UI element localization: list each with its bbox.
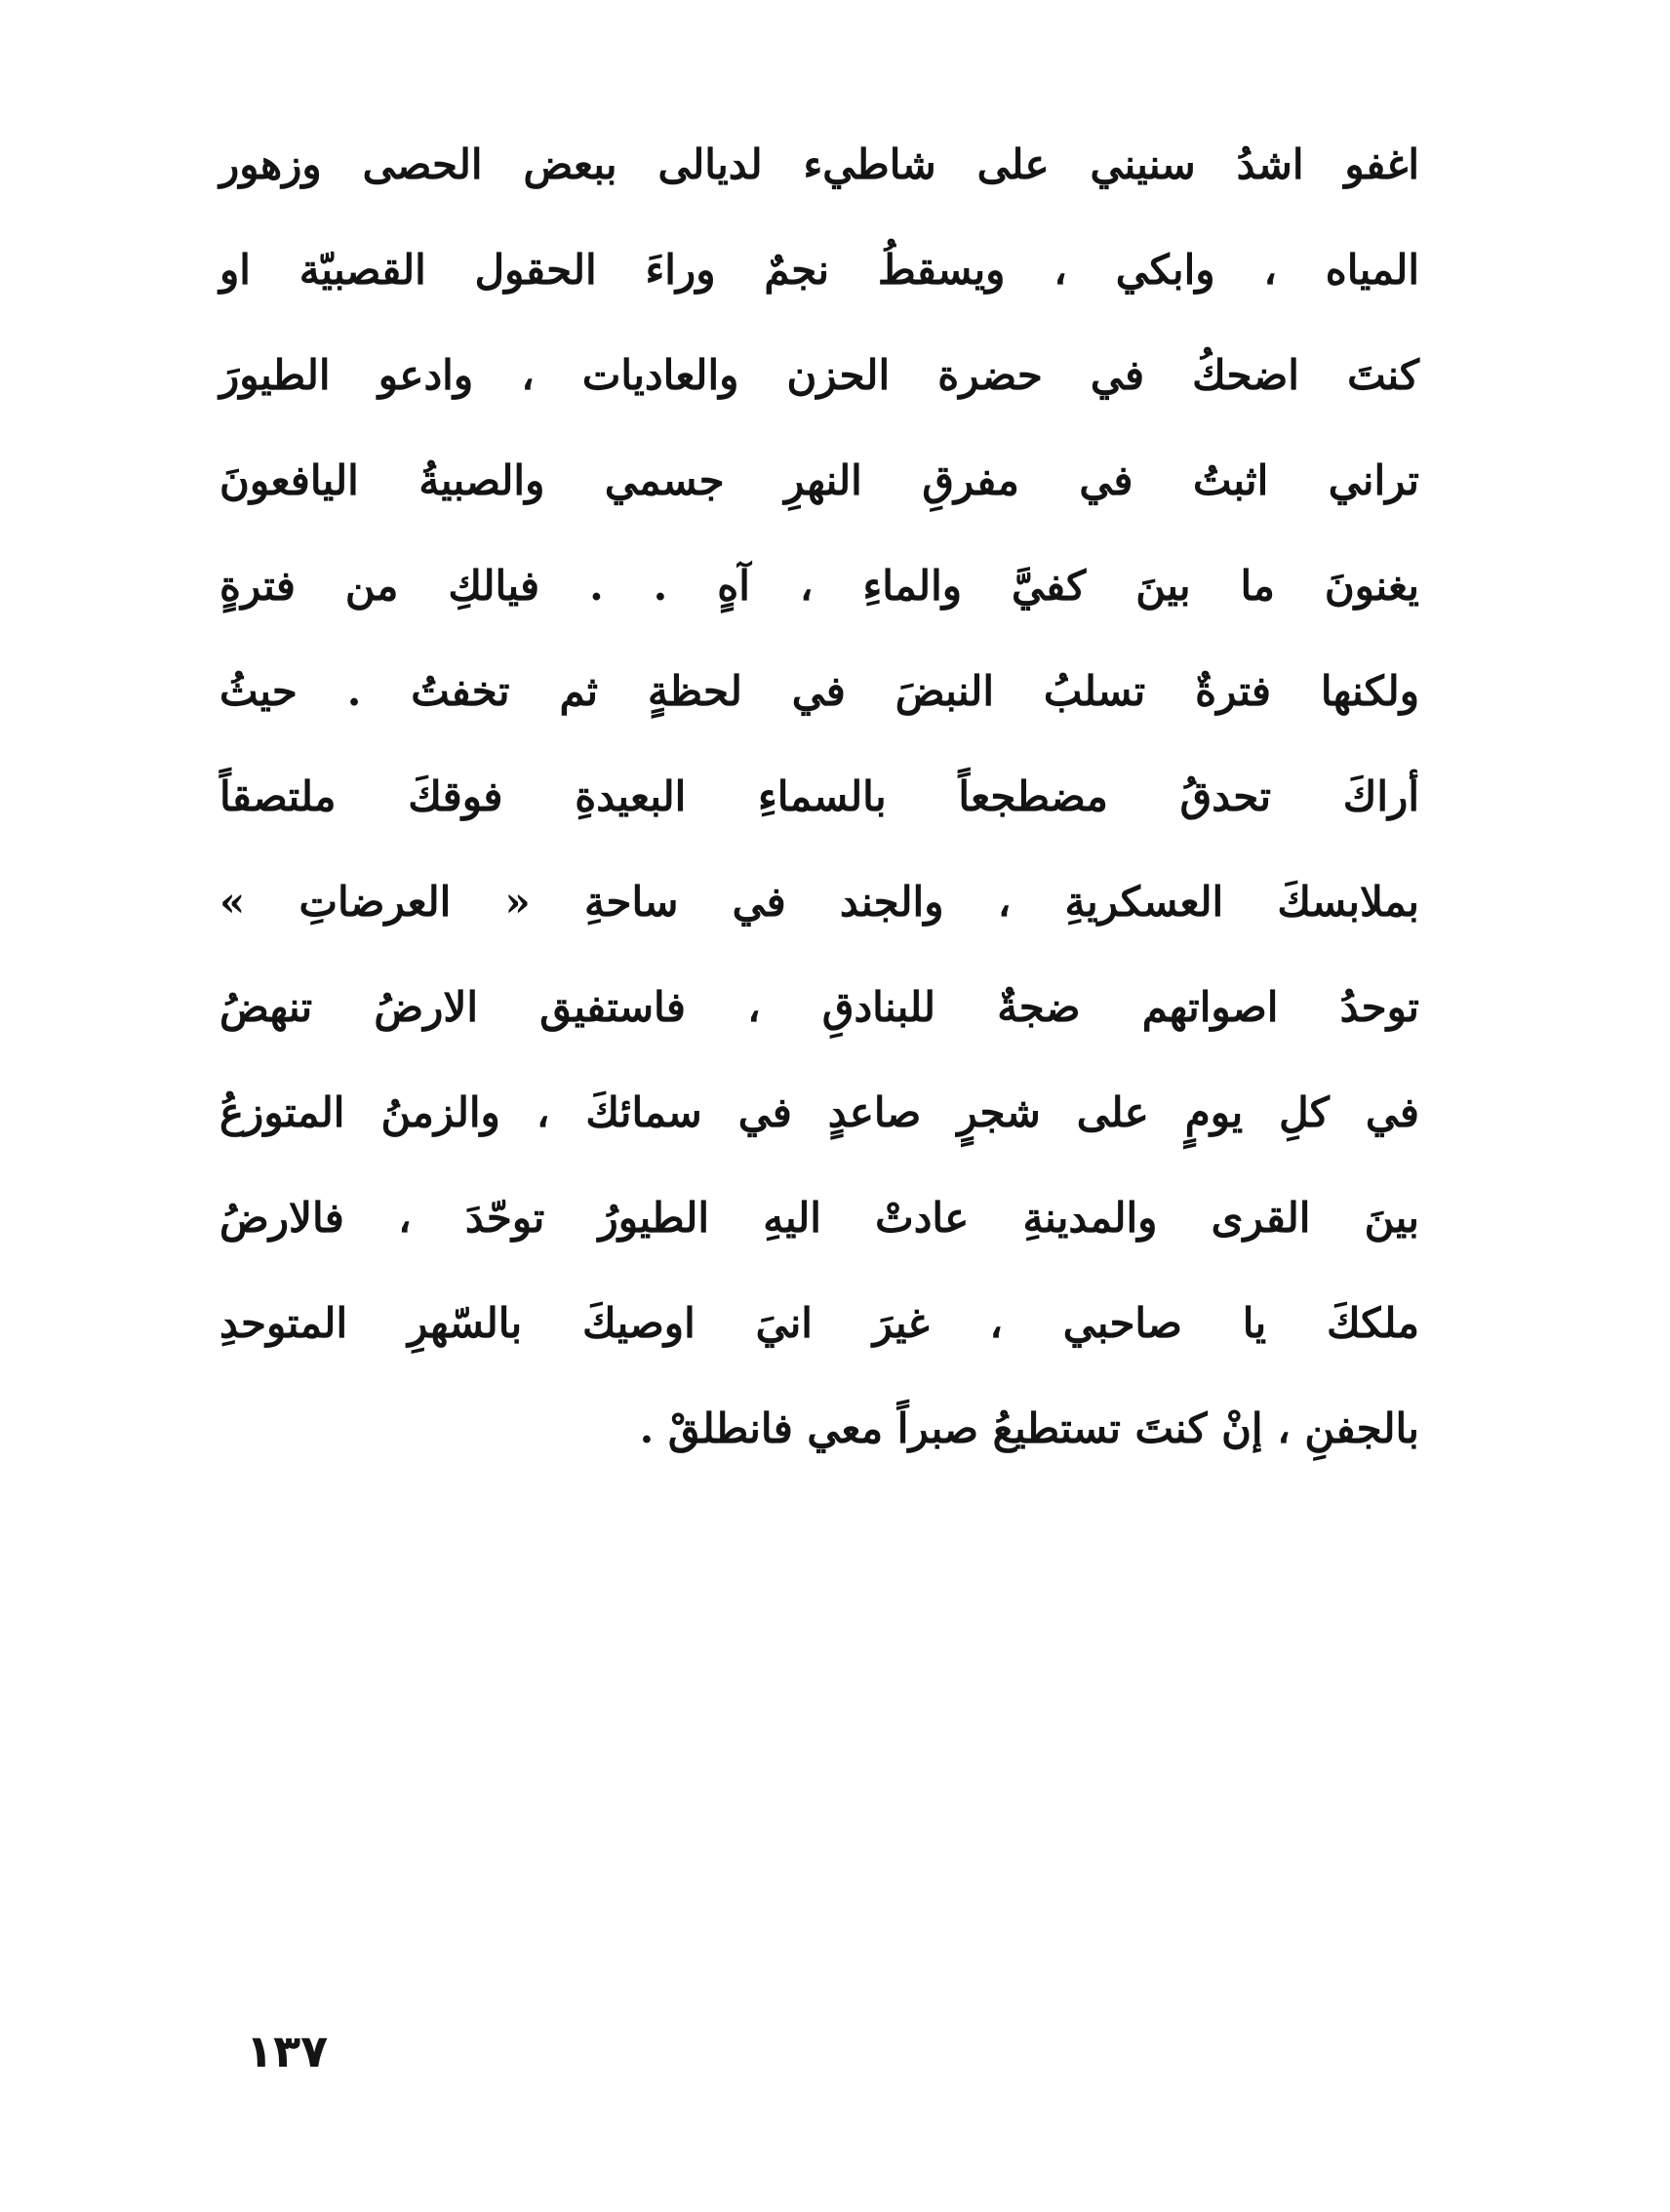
text-line: في كلِ يومٍ على شجرٍ صاعدٍ في سمائكَ ، والزمنُ المتوزعُ [219, 1088, 1420, 1136]
text-line-last: بالجفنِ ، إنْ كنتَ تستطيعُ صبراً معي فانطلقْ . [639, 1404, 1419, 1452]
text-line: يغنونَ ما بينَ كفيَّ والماءِ ، آهٍ . . فيالكِ من فترةٍ [219, 562, 1419, 610]
text-line: كنتَ اضحكُ في حضرة الحزن والعاديات ، وادعو الطيورَ [219, 351, 1419, 399]
text-line: المياه ، وابكي ، ويسقطُ نجمٌ وراءَ الحقول القصبيّة او [219, 246, 1419, 294]
page-number: ١٣٧ [246, 2025, 329, 2077]
text-line: بينَ القرى والمدينةِ عادتْ اليهِ الطيورُ توحّدَ ، فالارضُ [219, 1194, 1419, 1242]
poem-text-block [219, 112, 1419, 1481]
text-line: ولكنها فترةٌ تسلبُ النبضَ في لحظةٍ ثم تخفتُ . حيثُ [219, 667, 1419, 715]
text-line: توحدُ اصواتهم ضجةٌ للبنادقِ ، فاستفيق الارضُ تنهضُ [219, 983, 1419, 1031]
text-line: تراني اثبتُ في مفرقِ النهرِ جسمي والصبيةُ اليافعونَ [219, 456, 1420, 504]
text-line: بملابسكَ العسكريةِ ، والجند في ساحةِ « العرضاتِ » [219, 878, 1419, 926]
text-line: ملككَ يا صاحبي ، غيرَ انيَ اوصيكَ بالسّهرِ المتوحدِ [219, 1299, 1419, 1347]
text-line: اغفو اشدُ سنيني على شاطيء لديالى ببعض الحصى وزهور [219, 140, 1419, 188]
text-line: أراكَ تحدقُ مضطجعاً بالسماءِ البعيدةِ فوقكَ ملتصقاً [219, 772, 1419, 820]
